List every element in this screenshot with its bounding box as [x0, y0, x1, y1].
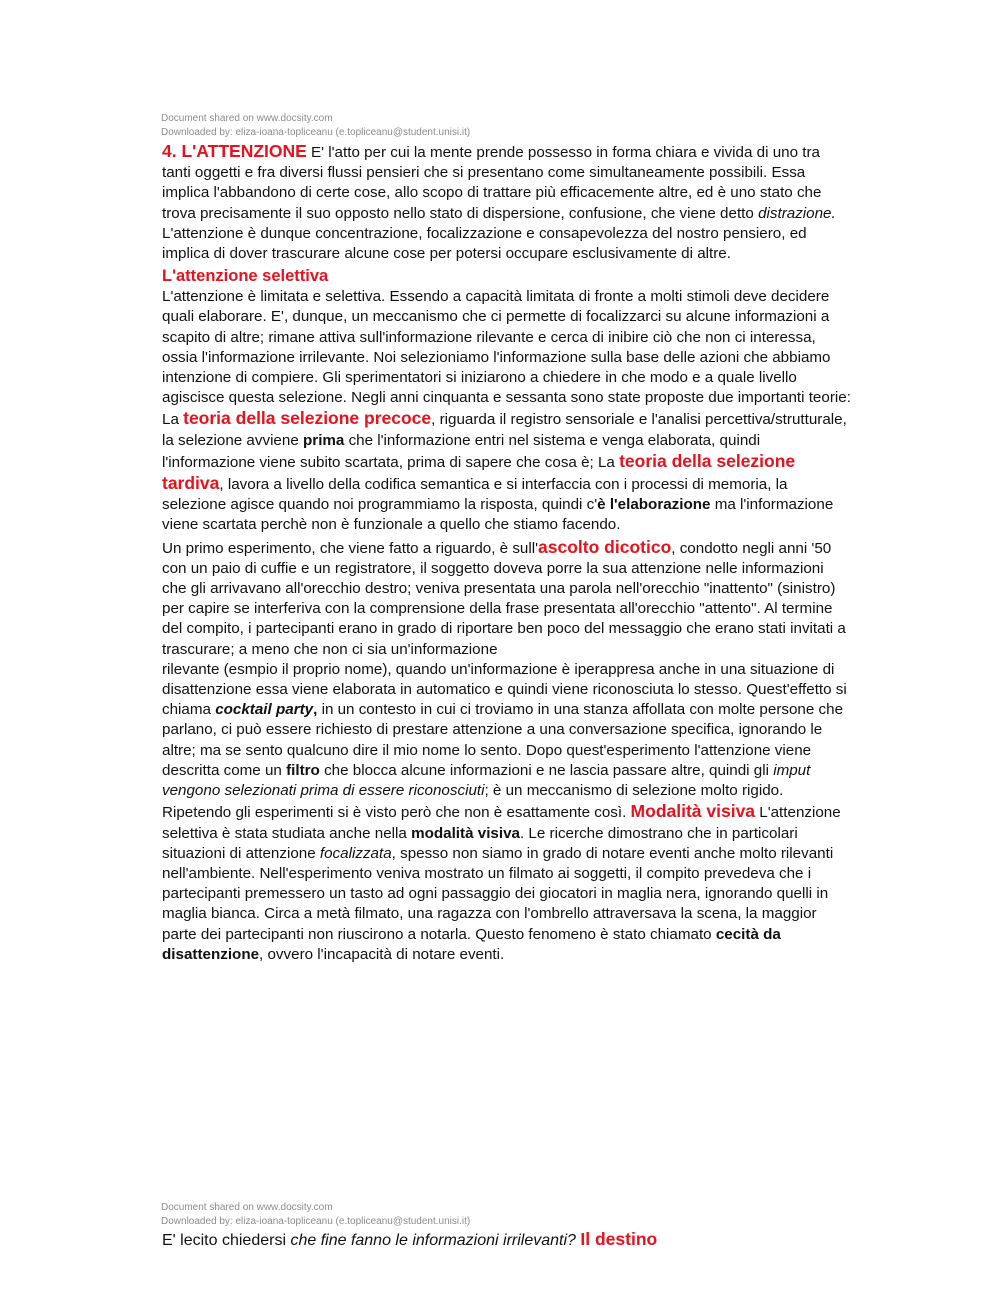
dicotico-paragraph: Un primo esperimento, che viene fatto a riguardo, è sull'ascolto dicotico, condotto negli anni '50 con un paio di cuffie e un registratore, il soggetto doveva porre la sua attenzione nelle informazioni che gli arrivavano all'orecchio destro; veniva presentata una parola nell'orecchio "inattento" (sinistro) per capire se interferiva con la comprensione della frase presentata all'orecchio "attento". Al termine del compito, i partecipanti erano in grado di riportare ben poco del messaggio che erano stati invitati a trascurare; a meno che non ci sia un'informazione	[162, 536, 846, 658]
section-heading: L'attenzione selettiva	[162, 267, 329, 286]
next-page-start	[162, 1229, 852, 1251]
docsity-footer	[161, 1201, 470, 1229]
shared-notice: Document shared on www.docsity.com	[161, 1202, 333, 1213]
cocktail-paragraph: rilevante (esmpio il proprio nome), quando un'informazione è iperappresa anche in una situazione di disattenzione essa viene elaborata in automatico e quindi viene riconosciuta lo stesso. Quest'effetto si chiama cocktail party, in un contesto in cui ci troviamo in una stanza affollata con molte persone che parlano, ci può essere richiesto di prestare attenzione a una conversazione specifica, ignorando le altre; ma se sento qualcuno dire il mio nome lo sento. Dopo quest'esperimento l'attenzione viene descritta come un filtro che blocca alcune informazioni e ne lascia passare altre, quindi gli imput vengono selezionati prima di essere riconosciuti; è un meccanismo di selezione molto rigido. Ripetendo gli esperimenti si è visto però che non è esattamente così. Modalità visiva L'attenzione selettiva è stata studiata anche nella modalità visiva. Le ricerche dimostrano che in particolari situazioni di attenzione focalizzata, spesso non siamo in grado di notare eventi anche molto rilevanti nell'ambiente. Nell'esperimento veniva mostrato un filmato ai soggetti, il compito prevedeva che i partecipanti premessero un tasto ad ogni passaggio dei giocatori in maglia nera, ignorando quelli in maglia bianca. Circa a metà filmato, una ragazza con l'ombrello attraversava la scena, la maggior parte dei partecipanti non riuscirono a notarla. Questo fenomeno è stato chiamato cecità da disattenzione, ovvero l'incapacità di notare eventi.	[162, 660, 847, 963]
downloaded-by: Downloaded by: eliza-ioana-topliceanu (e.topliceanu@student.unisi.it)	[161, 1216, 471, 1227]
downloaded-by: Downloaded by: eliza-ioana-topliceanu (e.topliceanu@student.unisi.it)	[161, 127, 471, 138]
term-il-destino: Il destino	[580, 1229, 658, 1249]
term-ascolto-dicotico: ascolto dicotico	[538, 536, 672, 557]
term-cocktail-party: cocktail party	[215, 701, 314, 719]
shared-notice: Document shared on www.docsity.com	[161, 113, 333, 124]
term-selezione-tardiva: teoria della selezione tardiva	[162, 450, 796, 494]
chapter-heading: 4. L'ATTENZIONE	[162, 141, 307, 161]
next-paragraph: E' lecito chiedersi che fine fanno le informazioni irrilevanti? Il destino	[162, 1229, 658, 1249]
docsity-header	[161, 112, 470, 140]
selettiva-paragraph: L'attenzione è limitata e selettiva. Essendo a capacità limitata di fronte a molti stimoli deve decidere quali elaborare. E', dunque, un meccanismo che ci permette di focalizzarci su alcune informazioni a scapito di altre; rimane attiva sull'informazione rilevante e cerca di inibire ciò che non ci interessa, ossia l'informazione irrilevante. Noi selezioniamo l'informazione sulla base delle azioni che abbiamo intenzione di compiere. Gli sperimentatori si iniziarono a chiedere in che modo e a quale livello agiscisce questa selezione. Negli anni cinquanta e sessanta sono state proposte due importanti teorie: La teoria della selezione precoce, riguarda il registro sensoriale e l'analisi percettiva/strutturale, la selezione avviene prima che l'informazione entri nel sistema e venga elaborata, quindi l'informazione viene subito scartata, prima di sapere che cosa è; La teoria della selezione tardiva, lavora a livello della codifica semantica e si interfaccia con i processi di memoria, la selezione agisce quando noi programmiamo la risposta, quindi c'è l'elaborazione ma l'informazione viene scartata perchè non è funzionale a quello che stiamo facendo.	[162, 288, 851, 534]
term-modalita-visiva: Modalità visiva	[630, 801, 756, 822]
document-page	[162, 141, 852, 965]
intro-paragraph: 4. L'ATTENZIONE E' l'atto per cui la mente prende possesso in forma chiara e vivida di uno tra tanti oggetti e fra diversi flussi pensieri che si presentano come simultaneamente possibili. Essa implica l'abbandono di certe cose, allo scopo di trattare più efficacemente altre, ed è uno stato che trova precisamente il suo opposto nello stato di dispersione, confusione, che viene detto distrazione. L'attenzione è dunque concentrazione, focalizzazione e consapevolezza del nostro pensiero, ed implica di dover trascurare alcune cose per potersi occupare esclusivamente di altre.	[162, 141, 836, 263]
term-selezione-precoce: teoria della selezione precoce	[183, 408, 432, 429]
